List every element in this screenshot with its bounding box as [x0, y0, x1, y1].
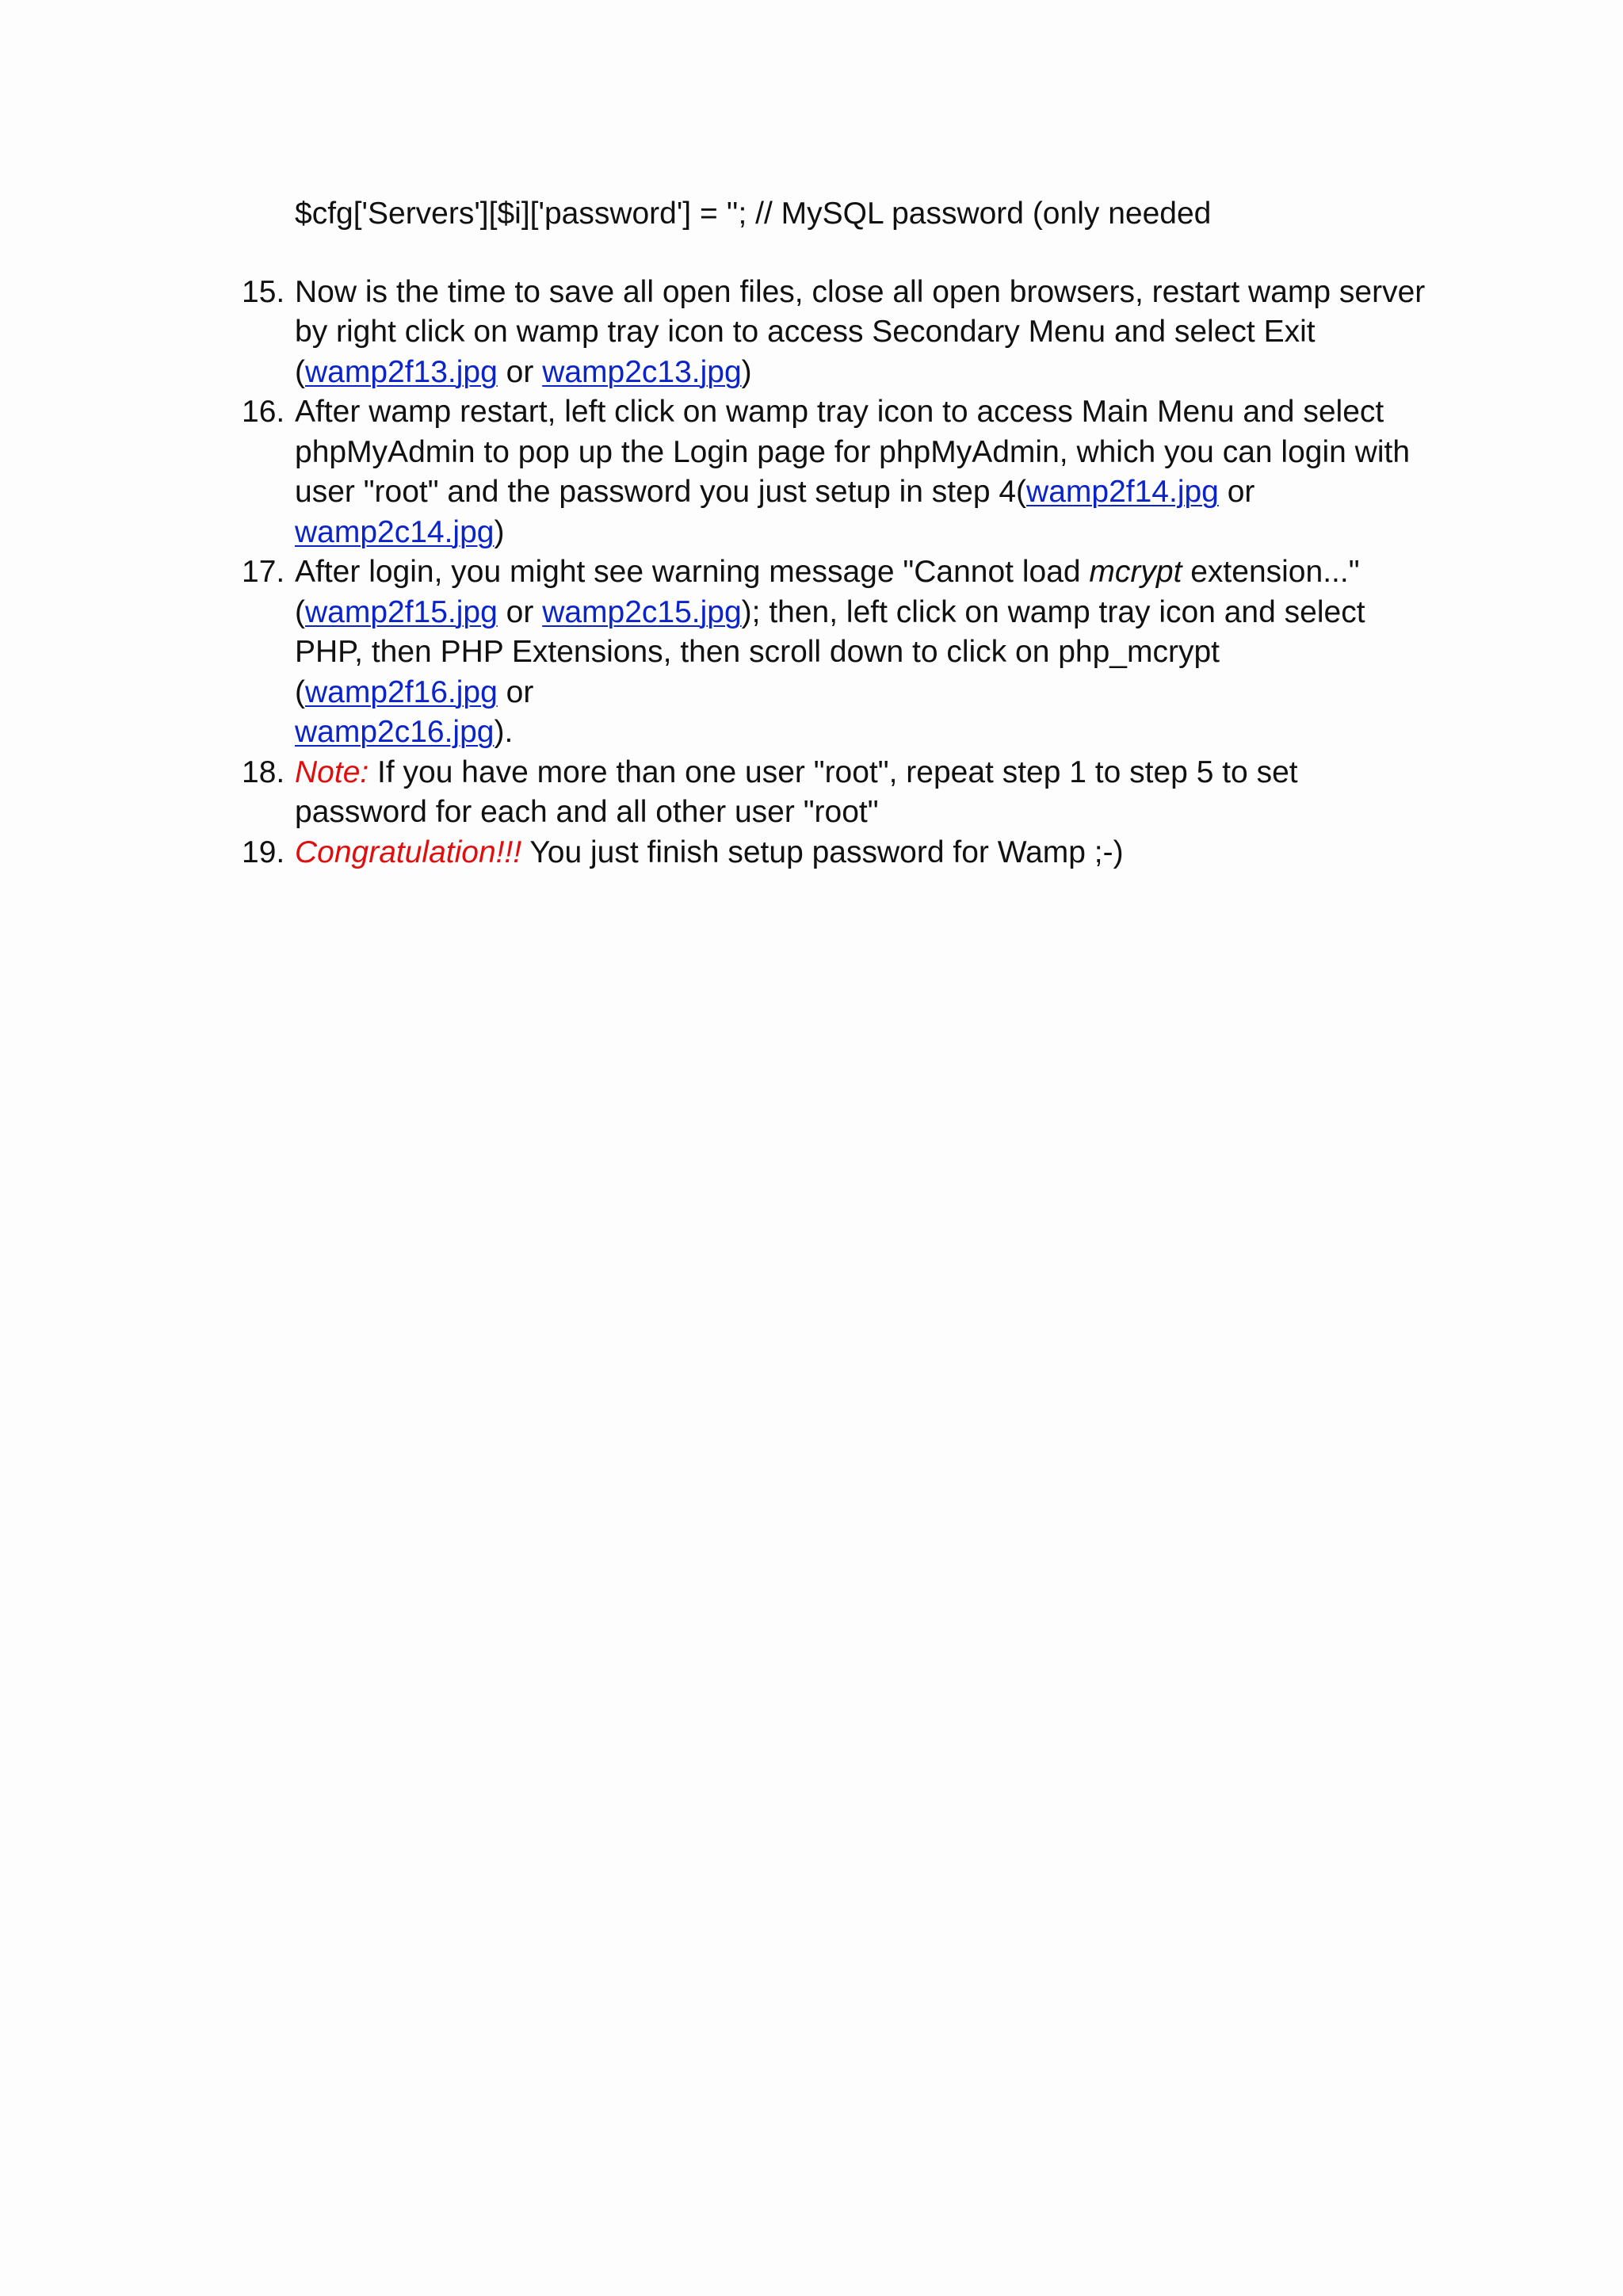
step-17	[242, 552, 1430, 753]
step-19	[242, 833, 1430, 873]
step-text: After wamp restart, left click on wamp tray icon to access Main Menu and select phpMyAdmin to pop up the Login page for phpMyAdmin, which you can login with user "root" and the password you just setup in step 4(	[295, 395, 1411, 509]
image-link-wamp2c16[interactable]: wamp2c16.jpg	[295, 715, 495, 749]
steps-list	[242, 273, 1430, 873]
step-number: 18.	[242, 755, 285, 789]
step-15	[242, 273, 1430, 393]
image-link-wamp2c15[interactable]: wamp2c15.jpg	[542, 594, 742, 629]
step-text: or	[497, 594, 543, 629]
image-link-wamp2f15[interactable]: wamp2f15.jpg	[305, 594, 498, 629]
config-code-line: $cfg['Servers'][$i]['password'] = ''; // MySQL password (only needed	[295, 197, 1212, 231]
image-link-wamp2f13[interactable]: wamp2f13.jpg	[305, 354, 498, 389]
image-link-wamp2f16[interactable]: wamp2f16.jpg	[305, 674, 498, 709]
step-number: 19.	[242, 835, 285, 869]
page-content	[242, 194, 1430, 873]
step-text: extension..." (	[295, 555, 1360, 629]
step-text: ).	[494, 715, 514, 749]
step-text: You just finish setup password for Wamp ;-)	[521, 835, 1124, 869]
step-text: or	[497, 354, 543, 389]
step-number: 17.	[242, 555, 285, 589]
step-18	[242, 753, 1430, 833]
step-text: )	[741, 354, 752, 389]
step-16	[242, 392, 1430, 552]
image-link-wamp2c14[interactable]: wamp2c14.jpg	[295, 514, 495, 549]
step-text: or	[1218, 475, 1255, 509]
step-number: 15.	[242, 274, 285, 309]
step-text: If you have more than one user "root", repeat step 1 to step 5 to set password for each and all other user "root"	[295, 755, 1298, 829]
step-text: Now is the time to save all open files, close all open browsers, restart wamp server by right click on wamp tray icon to access Secondary Menu and select Exit (	[295, 274, 1426, 389]
step-text-italic: mcrypt	[1089, 555, 1182, 589]
note-label: Note:	[295, 755, 369, 789]
step-text: )	[494, 514, 505, 549]
step-number: 16.	[242, 395, 285, 429]
image-link-wamp2f14[interactable]: wamp2f14.jpg	[1026, 475, 1219, 509]
step-text: After login, you might see warning message "Cannot load	[295, 555, 1090, 589]
congratulation-label: Congratulation!!!	[295, 835, 522, 869]
step-text: or	[497, 674, 534, 709]
image-link-wamp2c13[interactable]: wamp2c13.jpg	[542, 354, 742, 389]
step-text: ); then, left click on wamp tray icon and select PHP, then PHP Extensions, then scroll down to click on php_mcrypt (	[295, 594, 1365, 709]
